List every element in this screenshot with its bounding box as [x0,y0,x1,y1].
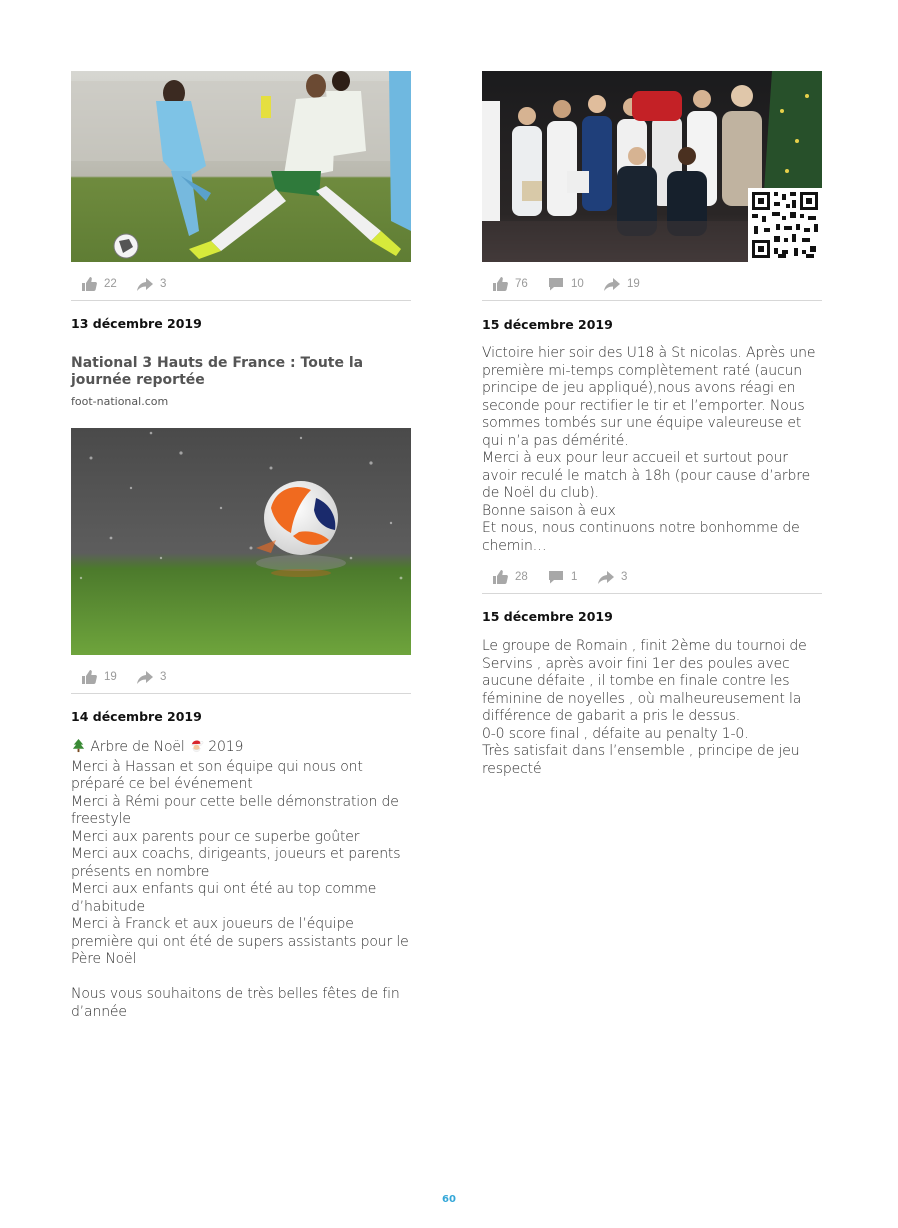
thumbs-up-icon [81,669,97,685]
page-number: 60 [442,1194,456,1205]
post-body: Arbre de Noël 2019 Merci à Hassan et son équipe qui nous ont préparé ce bel événement Merci à Rémi pour cette belle démonstration de freestyle Merci aux parents pour ce superbe goûter Merci aux coachs, dirigeants, joueurs et parents présents en nombre Merci aux enfants qui ont été au top comme d’habitude Merci à Franck et aux joueurs de l’équipe première qui ont été de supers assistants pour le Père Noël Nous vous souhaitons de très belles fêtes de fin d’année [71,739,409,1020]
link-title[interactable]: National 3 Hauts de France : Toute la journée reportée [71,355,364,388]
post1-reactions [482,276,822,296]
thumbs-up-icon [492,569,508,585]
comment-bubble-icon [548,569,564,585]
post2-reactions [482,569,822,589]
post1-reactions [71,276,411,296]
share-count: 19 [627,278,640,290]
post-body: Le groupe de Romain , finit 2ème du tournoi de Servins , après avoir fini 1er des poules avec aucune défaite , il tombe en finale contre les féminine de noyelles , où malheureusement la différence de gabarit a pris le dessus. 0-0 score final , défaite au penalty 1-0. Très satisfait dans l’ensemble , principe de jeu respecté [482,638,807,777]
share-count: 3 [160,278,167,290]
share-arrow-icon [604,276,620,292]
post-divider [482,300,822,301]
share-action[interactable] [137,669,166,685]
share-action[interactable] [604,276,640,292]
link-source[interactable]: foot-national.com [71,395,169,408]
share-action[interactable] [598,569,627,585]
share-count: 3 [160,671,167,683]
post-date: 15 décembre 2019 [482,317,613,332]
post-divider [71,693,411,694]
post-date: 14 décembre 2019 [71,709,202,724]
like-action[interactable] [81,669,117,685]
like-count: 19 [104,671,117,683]
comment-action[interactable] [548,569,577,585]
share-arrow-icon [137,669,153,685]
football-match-photo [71,71,411,262]
post-body: Victoire hier soir des U18 à St nicolas. Après une première mi-temps complètement raté (aucun principe de jeu appliqué),nous avons réagi en seconde pour rectifier le tir et l’emporter. Nous sommes tombés sur une équipe valeureuse et qui n’a pas démérité. Merci à eux pour leur accueil et surtout pour avoir reculé le match à 18h (pour cause d’arbre de Noël du club). Bonne saison à eux Et nous, nous continuons notre bonhomme de chemin… [482,345,816,554]
thumbs-up-icon [81,276,97,292]
comment-action[interactable] [548,276,584,292]
comment-bubble-icon [548,276,564,292]
ball-in-rain-photo [71,428,411,655]
post2-reactions [71,669,411,689]
share-count: 3 [621,571,628,583]
like-action[interactable] [492,276,528,292]
like-count: 28 [515,571,528,583]
post-date: 13 décembre 2019 [71,316,202,331]
like-action[interactable] [81,276,117,292]
like-count: 22 [104,278,117,290]
santa-claus-icon [189,738,204,759]
share-action[interactable] [137,276,166,292]
post-divider [71,300,411,301]
christmas-tree-icon [71,738,86,759]
like-action[interactable] [492,569,528,585]
qr-code [748,188,822,262]
share-arrow-icon [598,569,614,585]
comment-count: 1 [571,571,578,583]
share-arrow-icon [137,276,153,292]
post-date: 15 décembre 2019 [482,609,613,624]
like-count: 76 [515,278,528,290]
thumbs-up-icon [492,276,508,292]
comment-count: 10 [571,278,584,290]
post-divider [482,593,822,594]
team-christmas-photo [482,71,822,262]
